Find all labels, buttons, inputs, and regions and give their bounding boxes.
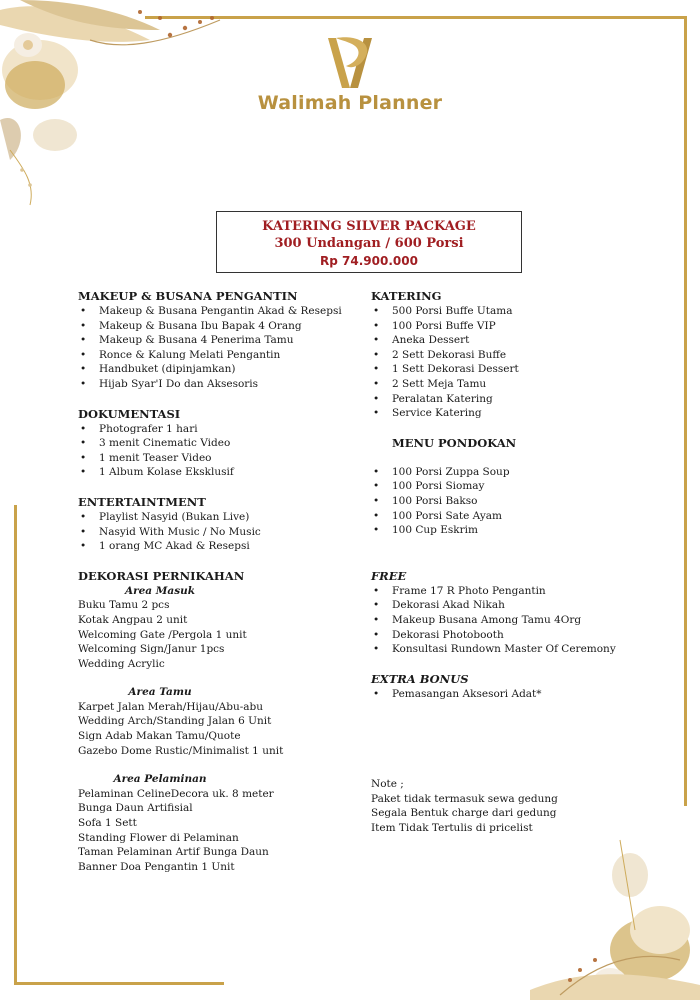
note-line: Segala Bentuk charge dari gedung	[371, 807, 557, 820]
list-item: • Aneka Dessert	[371, 333, 671, 348]
list-item: • Makeup & Busana Pengantin Akad & Resepsi	[78, 304, 368, 319]
makeup-list	[78, 304, 368, 392]
list-item: • 500 Porsi Buffe Utama	[371, 304, 671, 319]
list-item: • 100 Porsi Buffe VIP	[371, 319, 671, 334]
list-item: • Dekorasi Akad Nikah	[371, 598, 671, 613]
list-item: • 1 menit Teaser Video	[78, 451, 368, 466]
list-item: • Nasyid With Music / No Music	[78, 525, 368, 540]
list-item: • Playlist Nasyid (Bukan Live)	[78, 510, 368, 525]
list-item: • 100 Porsi Sate Ayam	[371, 509, 671, 524]
note-label: Note ;	[371, 778, 404, 791]
list-item: • Dekorasi Photobooth	[371, 628, 671, 643]
list-item: • Makeup Busana Among Tamu 4Org	[371, 613, 671, 628]
list-item: • Service Katering	[371, 406, 671, 421]
list-item: Wedding Arch/Standing Jalan 6 Unit	[78, 715, 272, 728]
list-item: • Makeup & Busana 4 Penerima Tamu	[78, 333, 368, 348]
list-item: • Konsultasi Rundown Master Of Ceremony	[371, 642, 671, 657]
subheading-area-masuk: Area Masuk	[124, 584, 196, 597]
list-item: Karpet Jalan Merah/Hijau/Abu-abu	[78, 700, 264, 713]
list-item: Sign Adab Makan Tamu/Quote	[78, 730, 241, 743]
list-item: • 1 Sett Dekorasi Dessert	[371, 362, 671, 377]
list-item: • 1 Album Kolase Eksklusif	[78, 465, 368, 480]
list-item: Gazebo Dome Rustic/Minimalist 1 unit	[78, 744, 284, 757]
list-item: Welcoming Sign/Janur 1pcs	[78, 643, 225, 656]
list-item: Banner Doa Pengantin 1 Unit	[78, 860, 235, 873]
subheading-area-pelaminan: Area Pelaminan	[113, 773, 207, 786]
section-heading-entertainment: ENTERTAINTMENT	[78, 494, 206, 509]
list-item: • 2 Sett Meja Tamu	[371, 377, 671, 392]
list-item: Standing Flower di Pelaminan	[78, 831, 239, 844]
subheading-area-tamu: Area Tamu	[128, 686, 192, 699]
list-item: • Ronce & Kalung Melati Pengantin	[78, 348, 368, 363]
list-item: Wedding Acrylic	[78, 657, 165, 670]
list-item: • Frame 17 R Photo Pengantin	[371, 584, 671, 599]
walimah-logo-icon	[300, 30, 400, 100]
section-heading-dekorasi: DEKORASI PERNIKAHAN	[78, 568, 245, 583]
floral-ornament-icon	[510, 820, 700, 1000]
frame-left-line	[14, 505, 17, 983]
section-heading-extra-bonus: EXTRA BONUS	[371, 671, 469, 686]
list-item: • 2 Sett Dekorasi Buffe	[371, 348, 671, 363]
list-item: • 100 Cup Eskrim	[371, 523, 671, 538]
right-column	[371, 288, 671, 836]
list-item: • Pemasangan Aksesori Adat*	[371, 687, 671, 702]
section-heading-free: FREE	[371, 568, 407, 583]
katering-list	[371, 304, 671, 421]
list-item: Buku Tamu 2 pcs	[78, 599, 170, 612]
list-item: Pelaminan CelineDecora uk. 8 meter	[78, 787, 274, 800]
list-item: • 1 orang MC Akad & Resepsi	[78, 539, 368, 554]
list-item: Welcoming Gate /Pergola 1 unit	[78, 628, 247, 641]
section-heading-menu-pondokan: MENU PONDOKAN	[392, 435, 517, 450]
frame-right-line	[684, 16, 687, 806]
list-item: • Makeup & Busana Ibu Bapak 4 Orang	[78, 319, 368, 334]
free-list	[371, 584, 671, 657]
list-item: • Photografer 1 hari	[78, 422, 368, 437]
list-item: Taman Pelaminan Artif Bunga Daun	[78, 846, 269, 859]
section-heading-dokumentasi: DOKUMENTASI	[78, 406, 181, 421]
brand-name: Walimah Planner	[257, 92, 443, 114]
package-header-box	[216, 211, 522, 273]
left-column	[78, 288, 368, 874]
list-item: Bunga Daun Artifisial	[78, 802, 193, 815]
menu-pondokan-list	[371, 465, 671, 538]
note-block	[371, 777, 671, 835]
package-title: KATERING SILVER PACKAGE	[262, 219, 476, 234]
frame-bottom-line	[14, 982, 224, 985]
note-line: Item Tidak Tertulis di pricelist	[371, 822, 533, 835]
dokumentasi-list	[78, 422, 368, 480]
list-item: • 3 menit Cinematic Video	[78, 436, 368, 451]
list-item: • Hijab Syar'I Do dan Aksesoris	[78, 377, 368, 392]
floral-ornament-icon	[0, 0, 250, 210]
area-tamu-list	[78, 700, 368, 758]
list-item: • 100 Porsi Siomay	[371, 479, 671, 494]
list-item: • 100 Porsi Bakso	[371, 494, 671, 509]
list-item: • Peralatan Katering	[371, 392, 671, 407]
list-item: • 100 Porsi Zuppa Soup	[371, 465, 671, 480]
note-line: Paket tidak termasuk sewa gedung	[371, 792, 558, 805]
entertainment-list	[78, 510, 368, 554]
list-item: • Handbuket (dipinjamkan)	[78, 362, 368, 377]
section-heading-makeup: MAKEUP & BUSANA PENGANTIN	[78, 289, 298, 303]
list-item: Sofa 1 Sett	[78, 817, 137, 830]
package-price: Rp 74.900.000	[320, 254, 418, 268]
list-item: Kotak Angpau 2 unit	[78, 613, 188, 626]
section-heading-katering: KATERING	[371, 289, 442, 303]
area-pelaminan-list	[78, 787, 368, 875]
package-subtitle: 300 Undangan / 600 Porsi	[274, 236, 464, 251]
area-masuk-list	[78, 598, 368, 671]
extra-bonus-list	[371, 687, 671, 702]
